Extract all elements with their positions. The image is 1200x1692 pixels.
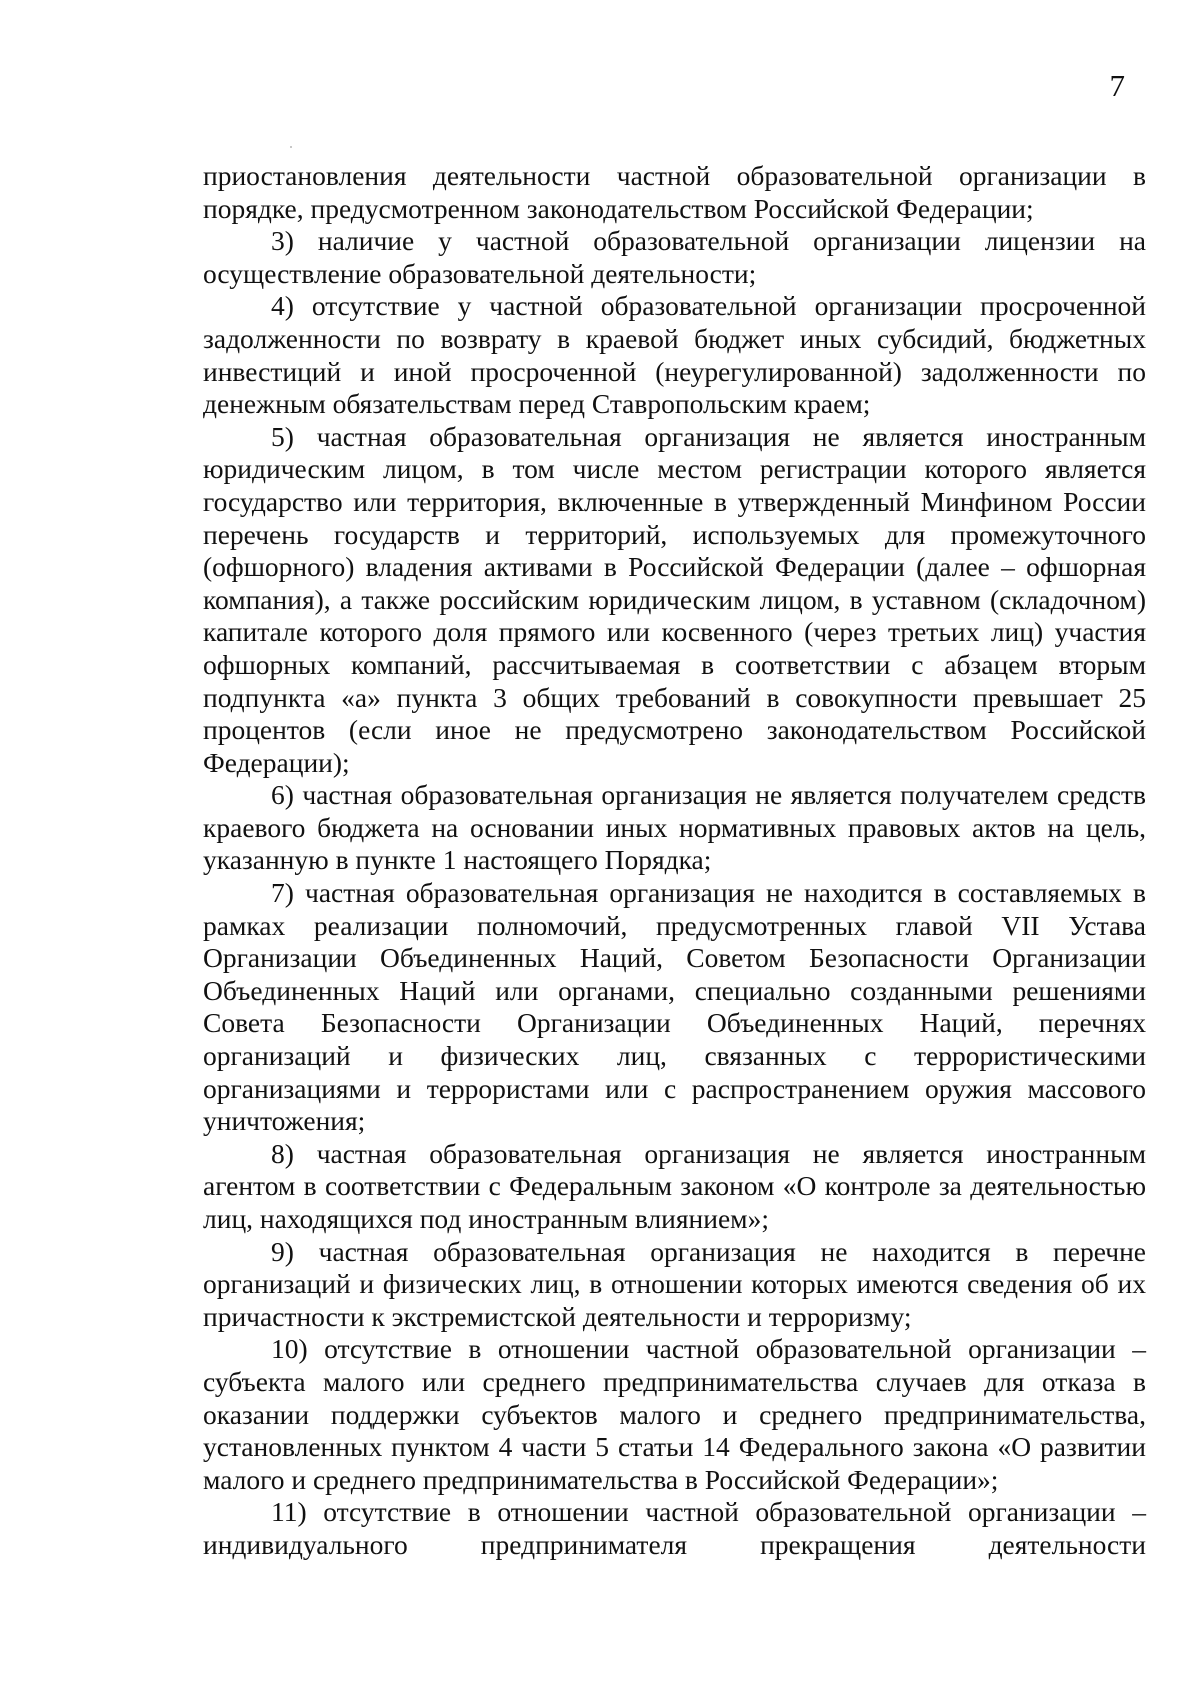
- paragraph-item-7: 7) частная образовательная организация не находится в составляемых в рамках реализации полномочий, предусмотренных главой VII Устава Организации Объединенных Наций, Советом Безопасности Организации Объединенных Наций или органами, специально созданными решениями Совета Безопасности Организации Объединенных Наций, перечнях организаций и физических лиц, связанных с террористическими организациями и террористами или с распространением оружия массового уничтожения;: [203, 877, 1146, 1137]
- paragraph-continuation: приостановления деятельности частной образовательной организации в порядке, предусмотренном законодательством Российской Федерации;: [203, 160, 1146, 224]
- paragraph-item-10: 10) отсутствие в отношении частной образовательной организации – субъекта малого или среднего предпринимательства случаев для отказа в оказании поддержки субъектов малого и среднего предпринимательства, установленных пунктом 4 части 5 статьи 14 Федерального закона «О развитии малого и среднего предпринимательства в Российской Федерации»;: [203, 1333, 1146, 1495]
- paragraph-item-11: 11) отсутствие в отношении частной образовательной организации – индивидуального предпринимателя прекращения деятельности: [203, 1496, 1146, 1560]
- paragraph-item-5: 5) частная образовательная организация не является иностранным юридическим лицом, в том числе местом регистрации которого является государство или территория, включенные в утвержденный Минфином России перечень государств и территорий, используемых для промежуточного (офшорного) владения активами в Российской Федерации (далее – офшорная компания), а также российским юридическим лицом, в уставном (складочном) капитале которого доля прямого или косвенного (через третьих лиц) участия офшорных компаний, рассчитываемая в соответствии с абзацем вторым подпункта «а» пункта 3 общих требований в совокупности превышает 25 процентов (если иное не предусмотрено законодательством Российской Федерации);: [203, 420, 1146, 778]
- paragraph-item-9: 9) частная образовательная организация не находится в перечне организаций и физических лиц, в отношении которых имеются сведения об их причастности к экстремистской деятельности и терроризму;: [203, 1235, 1146, 1332]
- paragraph-item-8: 8) частная образовательная организация не является иностранным агентом в соответствии с Федеральным законом «О контроле за деятельностью лиц, находящихся под иностранным влиянием»;: [203, 1137, 1146, 1234]
- document-body: [203, 160, 1146, 1562]
- paragraph-item-3: 3) наличие у частной образовательной организации лицензии на осуществление образовательной деятельности;: [203, 225, 1146, 289]
- paragraph-item-6: 6) частная образовательная организация не является получателем средств краевого бюджета на основании иных нормативных правовых актов на цель, указанную в пункте 1 настоящего Порядка;: [203, 779, 1146, 876]
- paragraph-item-4: 4) отсутствие у частной образовательной организации просроченной задолженности по возврату в краевой бюджет иных субсидий, бюджетных инвестиций и иной просроченной (неурегулированной) задолженности по денежным обязательствам перед Ставропольским краем;: [203, 290, 1146, 420]
- page-number: 7: [1109, 68, 1125, 103]
- scan-speck: [290, 146, 292, 148]
